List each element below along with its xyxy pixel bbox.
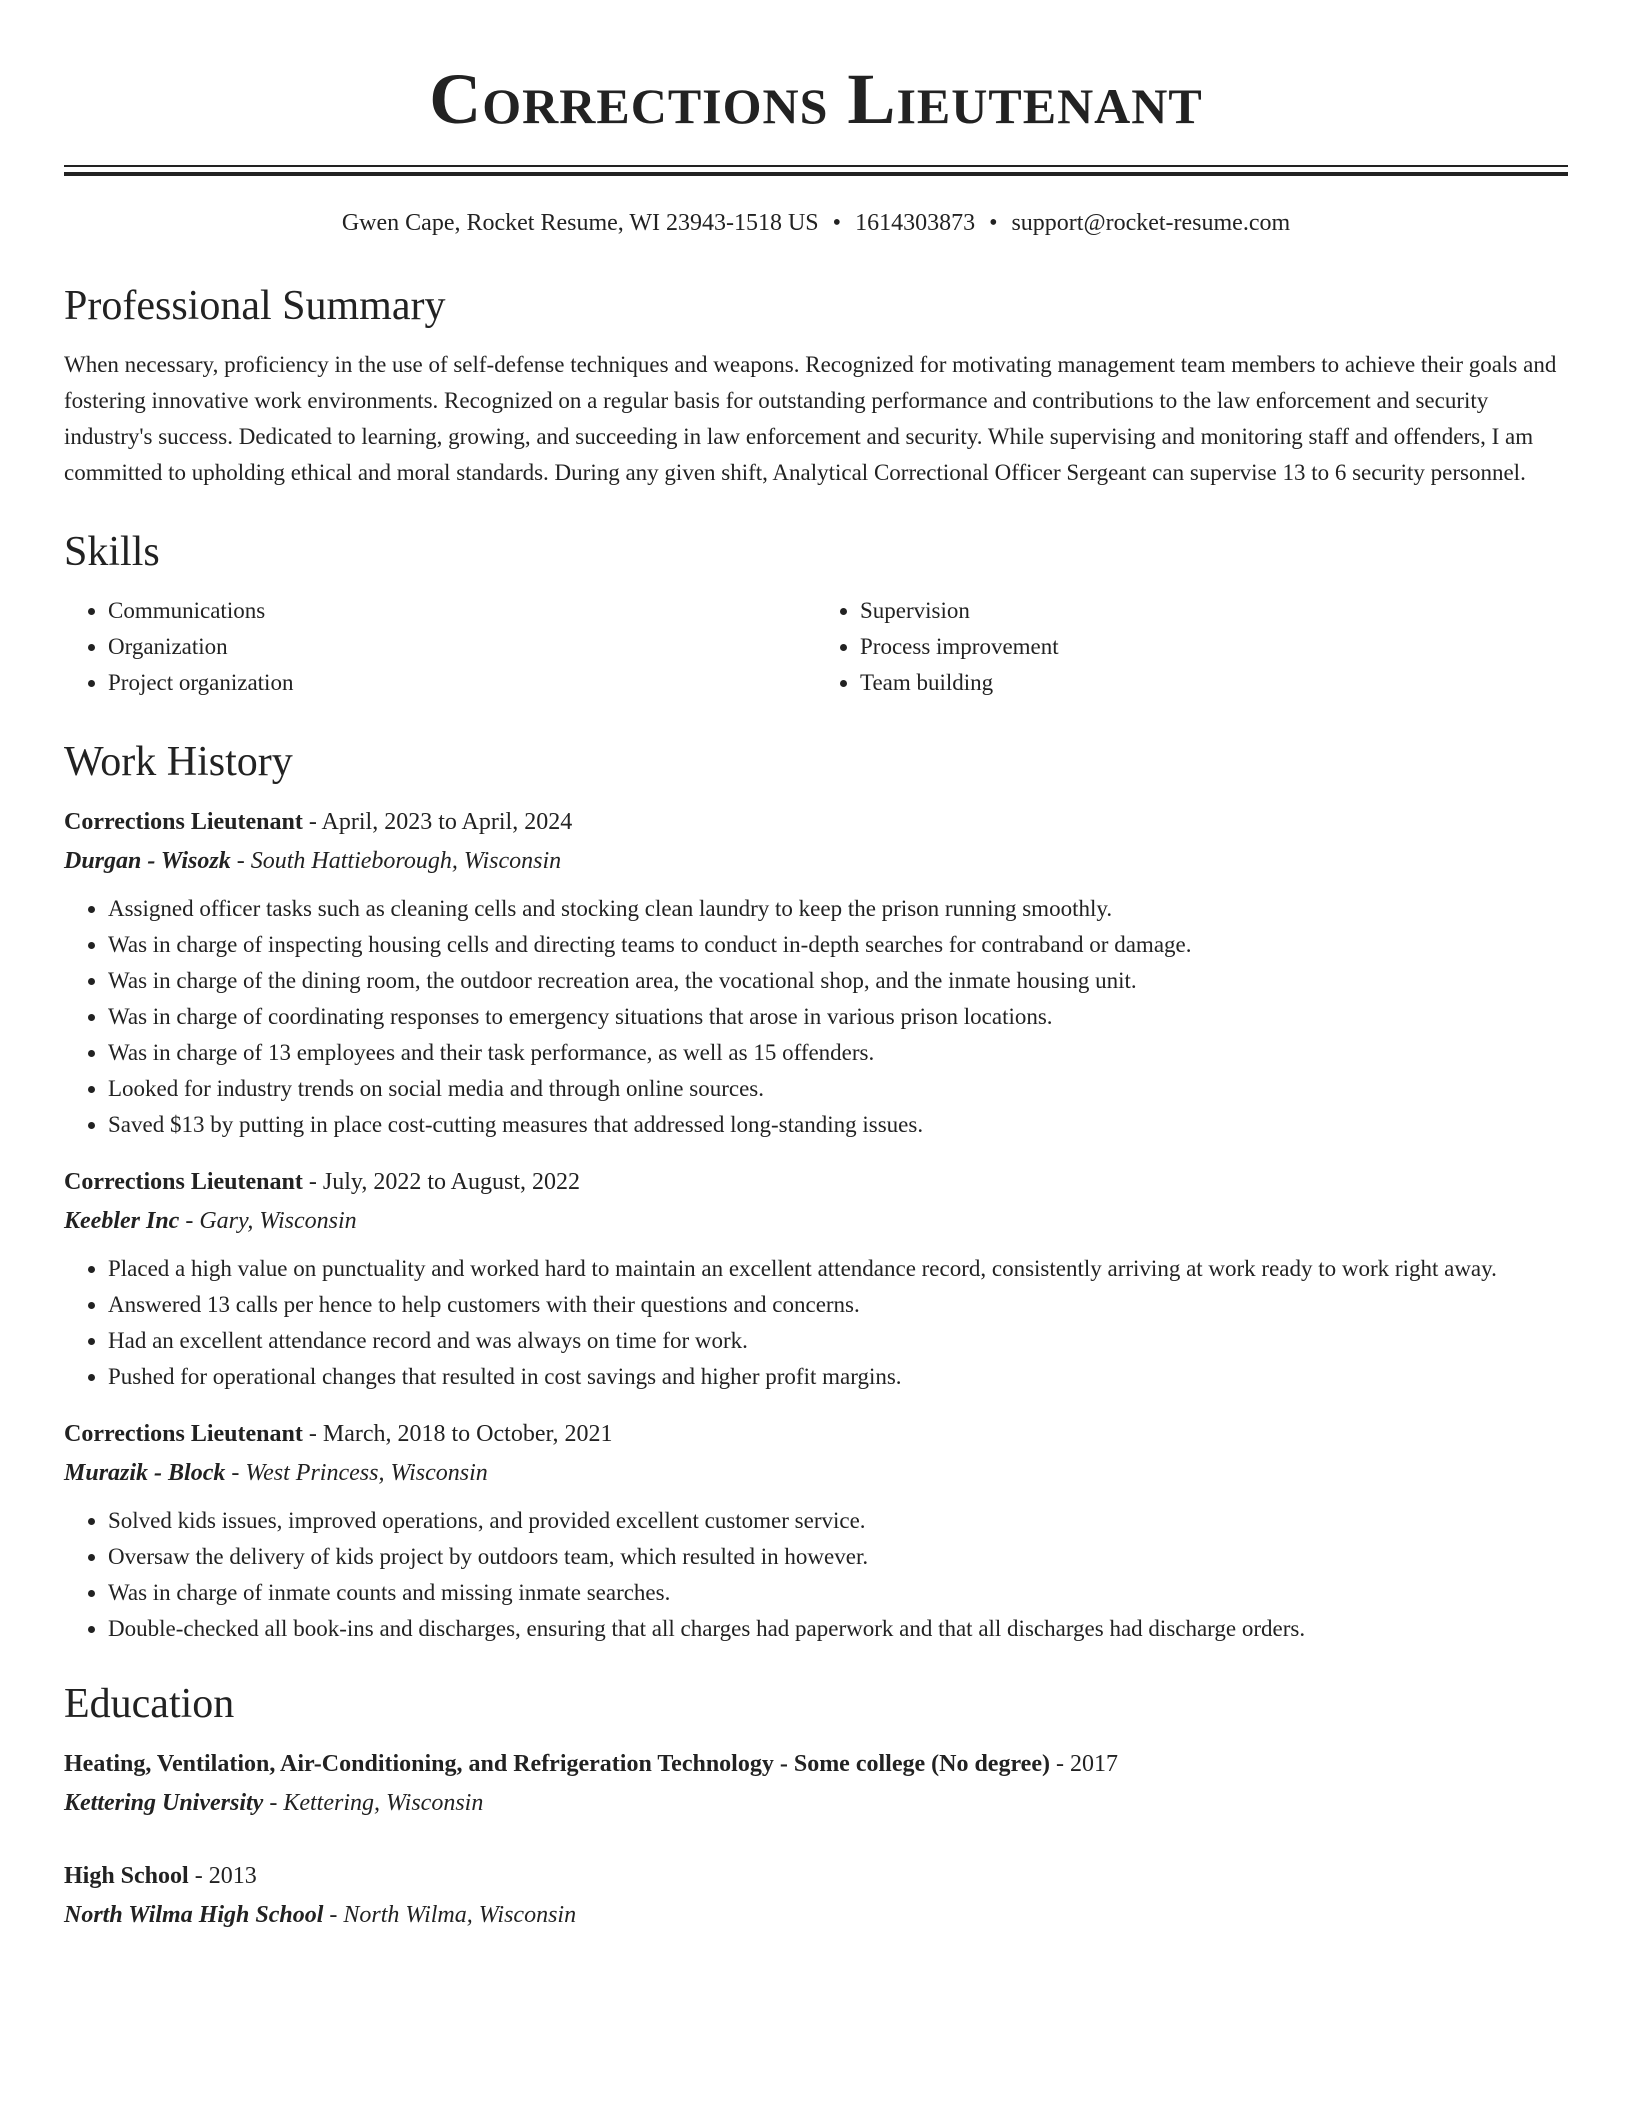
work-heading: Work History — [64, 739, 293, 786]
education-year: 2017 — [1069, 1751, 1118, 1778]
education-school-line: North Wilma High School - North Wilma, Wisconsin — [64, 1902, 577, 1929]
education-degree-line: Heating, Ventilation, Air-Conditioning, and Refrigeration Technology - Some college (No degree) - 2017 — [64, 1751, 1118, 1778]
job-bullet: • Oversaw the delivery of kids project by outdoors team, which resulted in however. — [108, 1539, 1568, 1575]
skill-item: • Organization — [108, 629, 816, 665]
header-divider — [64, 165, 1568, 176]
summary-text: When necessary, proficiency in the use of self-defense techniques and weapons. Recognized for motivating management team members to achieve their goals and fostering innovative work environments. Recognized on a regular basis for outstanding performance and contributions to the law enforcement and security industry's success. Dedicated to learning, growing, and succeeding in law enforcement and security. While supervising and monitoring staff and offenders, I am committed to upholding ethical and moral standards. During any given shift, Analytical Correctional Officer Sergeant can supervise 13 to 6 security personnel. — [64, 352, 1557, 486]
job-bullets — [64, 891, 1568, 1143]
job-location: Gary, Wisconsin — [199, 1208, 357, 1235]
education-year: 2013 — [208, 1863, 257, 1890]
education-heading: Education — [64, 1681, 235, 1728]
job-dates: April, 2023 to April, 2024 — [321, 809, 573, 836]
job-bullet: • Was in charge of 13 employees and their task performance, as well as 15 offenders. — [108, 1035, 1568, 1071]
job-title-line: Corrections Lieutenant - March, 2018 to October, 2021 — [64, 1421, 613, 1448]
education-degree-line: High School - 2013 — [64, 1863, 257, 1890]
education-entry — [64, 1745, 1568, 1823]
job-company: Murazik - Block — [64, 1460, 226, 1487]
skills-list — [64, 593, 1568, 701]
job-company: Keebler Inc — [64, 1208, 180, 1235]
job-bullet: • Saved $13 by putting in place cost-cutting measures that addressed long-standing issues. — [108, 1107, 1568, 1143]
job-bullet: • Placed a high value on punctuality and worked hard to maintain an excellent attendance record, consistently arriving at work ready to work right away. — [108, 1251, 1568, 1287]
skills-column-left — [64, 593, 816, 701]
job-bullet: • Had an excellent attendance record and was always on time for work. — [108, 1323, 1568, 1359]
education-school-line: Kettering University - Kettering, Wisconsin — [64, 1790, 484, 1817]
job-entry — [64, 1163, 1568, 1395]
skill-item: • Process improvement — [860, 629, 1568, 665]
education-location: Kettering, Wisconsin — [283, 1790, 484, 1817]
job-company-line: Durgan - Wisozk - South Hattieborough, Wisconsin — [64, 848, 562, 875]
skill-item: • Communications — [108, 593, 816, 629]
education-degree: Heating, Ventilation, Air-Conditioning, and Refrigeration Technology - Some college (No degree) — [64, 1751, 1050, 1778]
job-company-line: Keebler Inc - Gary, Wisconsin — [64, 1208, 357, 1235]
contact-separator: • — [832, 210, 842, 237]
contact-email: support@rocket-resume.com — [1011, 210, 1291, 237]
education-school: North Wilma High School — [64, 1902, 324, 1929]
skill-item: • Project organization — [108, 665, 816, 701]
education-school: Kettering University — [64, 1790, 264, 1817]
job-bullet: • Was in charge of inspecting housing cells and directing teams to conduct in-depth searches for contraband or damage. — [108, 927, 1568, 963]
job-title-line: Corrections Lieutenant - July, 2022 to August, 2022 — [64, 1169, 581, 1196]
job-bullet: • Looked for industry trends on social media and through online sources. — [108, 1071, 1568, 1107]
resume-name: Corrections Lieutenant — [429, 59, 1203, 139]
job-bullet: • Was in charge of inmate counts and missing inmate searches. — [108, 1575, 1568, 1611]
education-entry — [64, 1857, 1568, 1935]
job-bullet: • Assigned officer tasks such as cleaning cells and stocking clean laundry to keep the prison running smoothly. — [108, 891, 1568, 927]
contact-address: Gwen Cape, Rocket Resume, WI 23943-1518 US — [341, 210, 819, 237]
job-bullets — [64, 1251, 1568, 1395]
job-bullet: • Was in charge of coordinating responses to emergency situations that arose in various prison locations. — [108, 999, 1568, 1035]
job-bullet: • Pushed for operational changes that resulted in cost savings and higher profit margins. — [108, 1359, 1568, 1395]
contact-phone: 1614303873 — [855, 210, 976, 237]
job-location: South Hattieborough, Wisconsin — [250, 848, 562, 875]
job-bullets — [64, 1503, 1568, 1647]
job-title: Corrections Lieutenant — [64, 809, 303, 836]
job-bullet: • Double-checked all book-ins and discharges, ensuring that all charges had paperwork and that all discharges had discharge orders. — [108, 1611, 1568, 1647]
job-dates: March, 2018 to October, 2021 — [322, 1421, 613, 1448]
education-location: North Wilma, Wisconsin — [343, 1902, 577, 1929]
job-entry — [64, 803, 1568, 1143]
skill-item: • Team building — [860, 665, 1568, 701]
job-location: West Princess, Wisconsin — [245, 1460, 488, 1487]
contact-line — [64, 210, 1568, 237]
education-degree: High School — [64, 1863, 189, 1890]
contact-separator: • — [989, 210, 998, 237]
job-title: Corrections Lieutenant — [64, 1421, 303, 1448]
job-dates: July, 2022 to August, 2022 — [322, 1169, 581, 1196]
skills-heading: Skills — [64, 529, 160, 576]
job-company: Durgan - Wisozk — [64, 848, 231, 875]
job-title-line: Corrections Lieutenant - April, 2023 to April, 2024 — [64, 809, 573, 836]
job-bullet: • Answered 13 calls per hence to help customers with their questions and concerns. — [108, 1287, 1568, 1323]
job-title: Corrections Lieutenant — [64, 1169, 303, 1196]
summary-heading: Professional Summary — [64, 283, 446, 330]
skill-item: • Supervision — [860, 593, 1568, 629]
divider-thin-line — [64, 165, 1568, 167]
job-entry — [64, 1415, 1568, 1647]
job-bullet: • Solved kids issues, improved operations, and provided excellent customer service. — [108, 1503, 1568, 1539]
job-bullet: • Was in charge of the dining room, the outdoor recreation area, the vocational shop, and the inmate housing unit. — [108, 963, 1568, 999]
skills-column-right — [816, 593, 1568, 701]
divider-thick-line — [64, 172, 1568, 176]
job-company-line: Murazik - Block - West Princess, Wisconsin — [64, 1460, 488, 1487]
